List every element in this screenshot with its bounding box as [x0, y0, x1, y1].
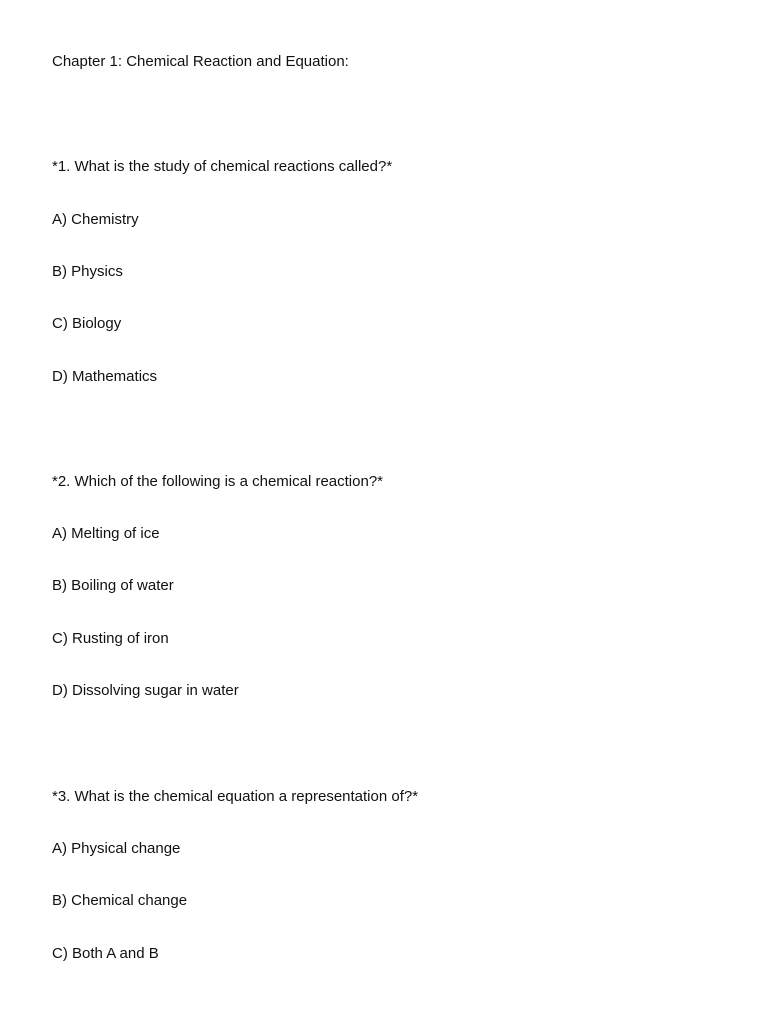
question-1-text: *1. What is the study of chemical reactions called?*	[52, 158, 393, 175]
question-1-option-c: C) Biology	[52, 315, 122, 332]
question-2-text: *2. Which of the following is a chemical reaction?*	[52, 473, 383, 490]
question-2-option-b: B) Boiling of water	[52, 577, 174, 594]
question-1-option-b: B) Physics	[52, 263, 123, 280]
question-1-option-d: D) Mathematics	[52, 368, 158, 385]
question-3-option-b: B) Chemical change	[52, 892, 188, 909]
question-3-text: *3. What is the chemical equation a representation of?*	[52, 788, 419, 805]
question-2-option-d: D) Dissolving sugar in water	[52, 682, 239, 699]
question-2-option-a: A) Melting of ice	[52, 525, 160, 542]
chapter-title: Chapter 1: Chemical Reaction and Equation:	[52, 53, 349, 70]
question-1-option-a: A) Chemistry	[52, 211, 139, 228]
question-3-option-c: C) Both A and B	[52, 945, 159, 962]
question-3-option-a: A) Physical change	[52, 840, 181, 857]
question-2-option-c: C) Rusting of iron	[52, 630, 169, 647]
